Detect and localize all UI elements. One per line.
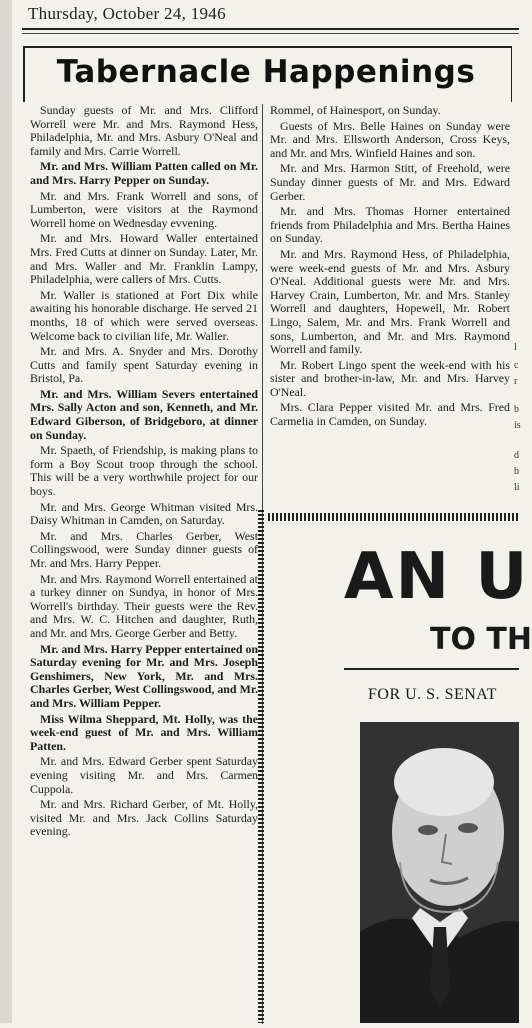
- header-rule-thin: [22, 33, 519, 34]
- news-item: Mr. and Mrs. Charles Gerber, West Collingswood, were Sunday dinner guests of Mr. and Mrs. Harry Pepper.: [30, 528, 258, 570]
- dateline: Thursday, October 24, 1946: [28, 4, 226, 23]
- news-item: Mr. and Mrs. Edward Gerber spent Saturday evening visiting Mr. and Mrs. Carmen Cuppola.: [30, 754, 258, 796]
- news-item: Mr. Waller is stationed at Fort Dix while awaiting his honorable discharge. He served 21 months, 18 of which were served overseas. Welcome back to civilian life, Mr. Waller.: [30, 287, 258, 343]
- news-item: Mr. Spaeth, of Friendship, is making plans to form a Boy Scout troop through the school. This will be a very worthwhile project for our boys.: [30, 443, 258, 499]
- adjacent-column-fragment: [512, 104, 519, 504]
- news-item: Mr. and Mrs. William Patten called on Mr. and Mrs. Harry Pepper on Sunday.: [30, 159, 258, 187]
- ad-border-top: [268, 513, 519, 521]
- news-item: Mr. and Mrs. Richard Gerber, of Mt. Holly, visited Mr. and Mrs. Jack Collins Saturday evening.: [30, 797, 258, 839]
- news-item: Mr. and Mrs. Raymond Worrell entertained at a turkey dinner on Sundya, in honor of Mrs. Worrell's birthday. Their guests were the Rev. and Mrs. W. C. Hitchen and daughter, Ruth, and Mr. and Mrs. George Gerber and Betty.: [30, 571, 258, 640]
- news-item: Mr. and Mrs. Thomas Horner entertained friends from Philadelphia and Mrs. Bertha Haines on Sunday.: [270, 204, 510, 246]
- ad-rule: [344, 668, 519, 670]
- header-rule: [22, 28, 519, 30]
- fragment-letter: d: [514, 450, 519, 461]
- fragment-letter: b: [514, 466, 519, 477]
- ad-border-vertical: [258, 510, 264, 1023]
- fragment-letter: b: [514, 404, 519, 415]
- article-headline: Tabernacle Happenings: [56, 54, 476, 90]
- news-item: Guests of Mrs. Belle Haines on Sunday were Mr. and Mrs. Ellsworth Anderson, Cross Keys, and Mr. and Mrs. Winfield Haines and son.: [270, 118, 510, 160]
- news-item: Mr. and Mrs. A. Snyder and Mrs. Dorothy Cutts and family spent Saturday evening in Bristol, Pa.: [30, 344, 258, 386]
- news-item: Mr. Robert Lingo spent the week-end with his sister and brother-in-law, Mr. and Mrs. Harvey O'Neal.: [270, 357, 510, 399]
- ad-caption: FOR U. S. SENAT: [368, 686, 497, 703]
- fragment-letter: is: [514, 420, 521, 431]
- news-item: Mr. and Mrs. Harry Pepper entertained on Saturday evening for Mr. and Mrs. Joseph Genshimers, New York, Mr. and Mrs. Charles Gerber, West Collingswood, and Mr. and Mrs. William Pepper.: [30, 641, 258, 710]
- news-item: Mr. and Mrs. Raymond Hess, of Philadelphia, were week-end guests of Mr. and Mrs. Asbury O'Neal. Additional guests were Mr. and Mrs. Harvey Crain, Lumberton, Mr. and Mrs. Stanley Worrell and daughters, Hopewell, Mr. Robert Lingo, Salem, Mr. and Mrs. Frank Worrell and sons, Lumberton, and Mr. and Mrs. Raymond Worrell and family.: [270, 246, 510, 357]
- news-item: Rommel, of Hainesport, on Sunday.: [270, 103, 441, 117]
- ad-subheadline: TO TH: [430, 622, 532, 657]
- news-item: Mr. and Mrs. Harmon Stitt, of Freehold, were Sunday dinner guests of Mr. and Mrs. Edward Gerber.: [270, 161, 510, 203]
- news-item: Mrs. Clara Pepper visited Mr. and Mrs. Fred Carmelia in Camden, on Sunday.: [270, 400, 510, 429]
- left-column: [30, 104, 258, 841]
- page-edge-shadow: [0, 0, 12, 1023]
- fragment-letter: c: [514, 360, 519, 371]
- news-item: Mr. and Mrs. Frank Worrell and sons, of Lumberton, were visitors at the Raymond Worrell home on Wednesday evvening.: [30, 188, 258, 230]
- news-item: Mr. and Mrs. George Whitman visited Mrs. Daisy Whitman in Camden, on Saturday.: [30, 499, 258, 528]
- news-item: Mr. and Mrs. Howard Waller entertained Mrs. Fred Cutts at dinner on Sunday. Later, Mr. and Mrs. Waller and Mr. Franklin Lampy, Philadelphia, were callers of Mrs. Cutts.: [30, 231, 258, 287]
- fragment-letter: r: [514, 376, 518, 387]
- middle-column: [270, 104, 510, 431]
- fragment-letter: li: [514, 482, 520, 493]
- candidate-portrait: [360, 722, 519, 1023]
- news-item: Mr. and Mrs. William Severs entertained Mrs. Sally Acton and son, Kenneth, and Mr. Edward Giberson, of Bridgeboro, at dinner on Sunday.: [30, 386, 258, 442]
- news-item: Sunday guests of Mr. and Mrs. Clifford Worrell were Mr. and Mrs. Raymond Hess, Philadelphia, Mr. and Mrs. Asbury O'Neal and family and Mrs. Carrie Worrell.: [30, 103, 258, 158]
- fragment-letter: l: [514, 342, 517, 353]
- ad-headline: AN U: [344, 540, 530, 614]
- news-item: Miss Wilma Sheppard, Mt. Holly, was the week-end guest of Mr. and Mrs. William Patten.: [30, 711, 258, 753]
